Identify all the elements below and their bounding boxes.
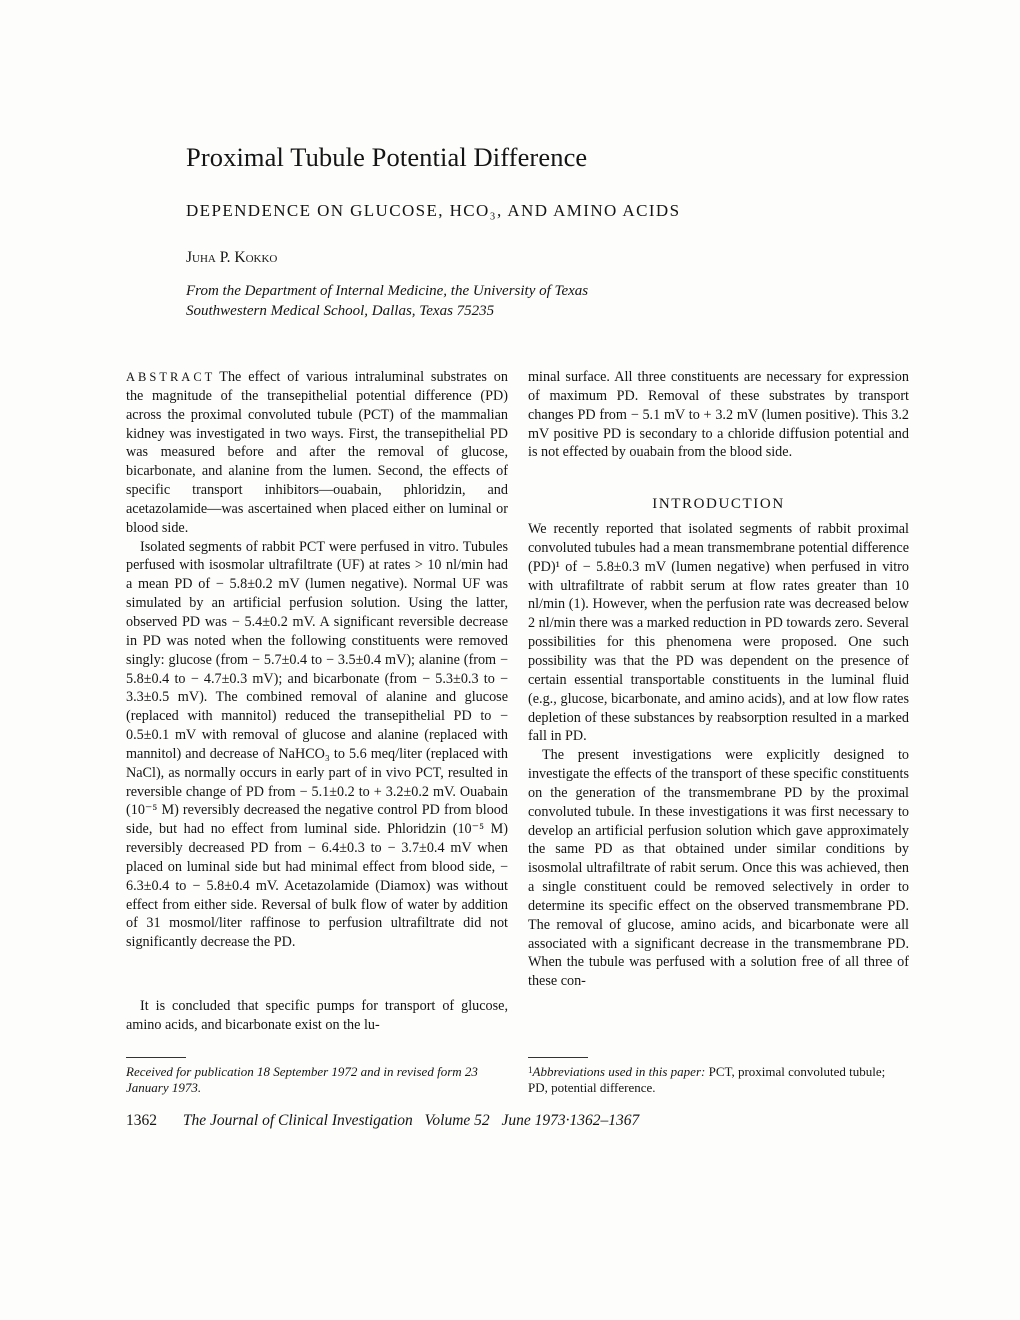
journal-name: The Journal of Clinical Investigation	[182, 1112, 413, 1129]
author-name: Juha P. Kokko	[186, 249, 278, 266]
footnote-rule-left	[126, 1057, 186, 1058]
footnote-received-text: Received for publication 18 September 1972 and in revised form 23 January 1973.	[126, 1064, 478, 1095]
introduction-heading: INTRODUCTION	[652, 496, 785, 513]
journal-volume: Volume 52	[424, 1112, 490, 1129]
abstract-continuation	[126, 997, 508, 1035]
abstract-paragraph-3: minal surface. All three constituents are necessary for expression of maximum PD. Removal of these substrates by transport changes PD from − 5.1 mV to + 3.2 mV (lumen positive). This 3.2 mV positive PD is secondary to a chloride diffusion potential and is not effected by ouabain from the blood side.	[528, 369, 909, 461]
introduction-paragraph-2: The present investigations were explicitly designed to investigate the effects of the transport of these specific constituents on the generation of the transmembrane PD by the proximal convoluted tubule. In these investigations it was first necessary to develop an artificial perfusion solution which gave approximately the same PD as that obtained under similar conditions by isosmolal ultrafiltrate of rabit serum. Once this was achieved, then a single constituent could be removed selectively in order to determine its specific effect on the observed transmembrane PD. The removal of glucose, amino acids, and bicarbonate were all associated with a significant decrease in the transmembrane PD. When the tubule was perfused with a solution free of all three of these con-	[528, 747, 909, 990]
footnote-received	[126, 1064, 506, 1096]
footnote-mark: 1	[528, 1065, 533, 1075]
affiliation-line-1: From the Department of Internal Medicine, the University of Texas	[186, 283, 589, 299]
footnote-label: Abbreviations used in this paper:	[532, 1064, 706, 1079]
article-subtitle: DEPENDENCE ON GLUCOSE, HCO₃, AND AMINO ACIDS	[186, 201, 681, 220]
article-title: Proximal Tubule Potential Difference	[186, 142, 588, 172]
page-number: 1362	[126, 1112, 157, 1129]
affiliation-line-2: Southwestern Medical School, Dallas, Texas 75235	[186, 303, 495, 319]
abstract-paragraph-2: Isolated segments of rabbit PCT were perfused in vitro. Tubules perfused with isosmolar ultrafiltrate (UF) at rates > 10 nl/min had a mean PD of − 5.8±0.2 mV (lumen negative). Normal UF was simulated by an artificial perfusion solution. Using the latter, observed PD was − 5.4±0.2 mV. A significant reversible decrease in PD was noted when the following constituents were removed singly: glucose (from − 5.7±0.4 to − 3.5±0.4 mV); alanine (from − 5.8±0.4 to − 4.7±0.3 mV); and bicarbonate (from − 5.3±0.3 to − 3.3±0.5 mV). The combined removal of alanine and glucose (replaced with mannitol) reduced the transepithelial PD to − 0.5±0.1 mV with removal of glucose and alanine (replaced with mannitol) and decrease of NaHCO₃ to 5.6 meq/liter (replaced with NaCl), as normally occurs in early part of in vivo PCT, resulted in reversible change of PD from − 5.1±0.2 to + 3.2±0.2 mV. Ouabain (10⁻⁵ M) reversibly decreased the negative control PD from blood side, but had no effect from luminal side. Phloridzin (10⁻⁵ M) reversibly decreased PD from − 6.4±0.3 to − 3.7±0.4 mV when placed on luminal side but had minimal effect from blood side, − 6.3±0.4 to − 5.8±0.4 mV. Acetazolamide (Diamox) was without effect from either side. Reversal of bulk flow of water by addition of 31 mosmol/liter raffinose to perfusion ultrafiltrate did not significantly decrease the PD.	[126, 538, 508, 951]
footnote-rule-right	[528, 1057, 588, 1058]
page-footer	[126, 1112, 639, 1130]
abstract-label: ABSTRACT	[126, 370, 216, 384]
journal-date: June 1973·1362–1367	[501, 1112, 640, 1129]
introduction-paragraph-1: We recently reported that isolated segments of rabbit proximal convoluted tubules had a mean transmembrane potential difference (PD)¹ of − 5.8±0.3 mV (lumen negative) when perfused in vitro with ultrafiltrate of rabbit serum at flow rates greater than 10 nl/min (1). However, when the perfusion rate was decreased below 2 nl/min there was a marked reduction in PD towards zero. Several possibilities for this phenomena were proposed. One such possibility was that the PD was dependent on the presence of certain essential transportable constituents in the luminal fluid (e.g., glucose, bicarbonate, and amino acids), and at low flow rates depletion of these substances by reabsorption resulted in a marked fall in PD.	[528, 521, 909, 745]
abstract-paragraph-1	[126, 368, 508, 538]
footnote-abbreviations	[528, 1064, 908, 1096]
abstract-column	[126, 368, 508, 952]
footnote-text: PCT, proximal convoluted tubule; PD, potential difference.	[528, 1064, 886, 1095]
affiliation	[186, 281, 588, 321]
abstract-text-1: The effect of various intraluminal substrates on the magnitude of the transepithelial potential difference (PD) across the proximal convoluted tubule (PCT) of the mammalian kidney was investigated in two ways. First, the transepithelial PD was measured before and after the removal of glucose, bicarbonate, and alanine from the lumen. Second, the effects of specific transport inhibitors—ouabain, phloridzin, and acetazolamide—was ascertained when placed either on luminal or blood side.	[126, 369, 508, 536]
abstract-paragraph-3-start: It is concluded that specific pumps for transport of glucose, amino acids, and bicarbonate exist on the lu-	[126, 998, 508, 1033]
right-column	[528, 368, 909, 991]
